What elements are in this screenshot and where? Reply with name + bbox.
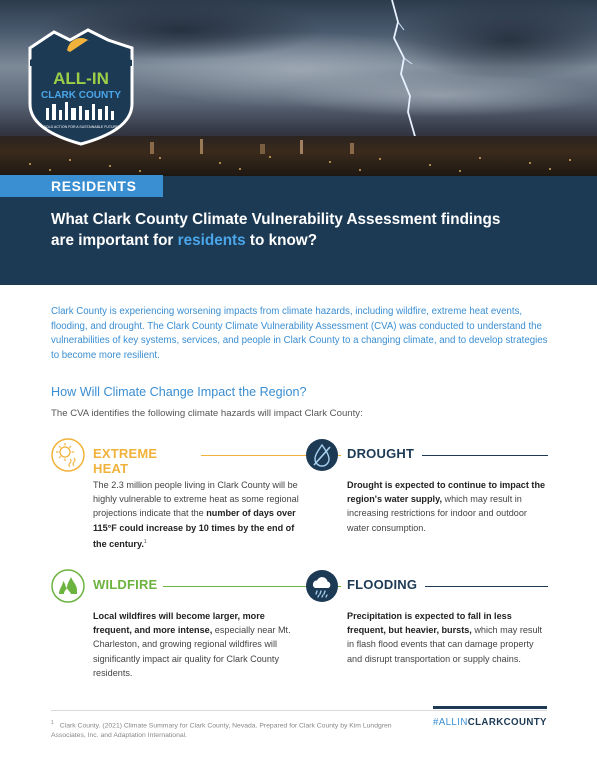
all-in-clark-county-logo: [24, 26, 138, 146]
footnote: $^1$ Clark County. (2021) Climate Summary for Clark County, Nevada. Prepared for Clark County by Kim Lundgren Associates, Inc. and Adaptation International.: [51, 720, 392, 740]
rain-cloud-icon: [305, 569, 339, 603]
hazard-title: FLOODING: [347, 577, 418, 592]
headline-highlight: residents: [177, 232, 246, 249]
page-title: What Clark County Climate Vulnerability Assessment findings are important for residents to know?: [51, 211, 501, 249]
logo-title: ALL-IN: [53, 69, 109, 88]
title-rule: [425, 586, 548, 587]
section-subtitle: The CVA identifies the following climate hazards will impact Clark County:: [51, 408, 363, 419]
section-title: How Will Climate Change Impact the Region?: [51, 385, 307, 399]
hazard-description: Drought is expected to continue to impact the region's water supply, which may result in increasing restrictions for indoor and outdoor water consumption.: [347, 480, 546, 533]
footer-divider: [51, 710, 547, 711]
hazard-description: Precipitation is expected to fall in less frequent, but heavier, bursts, which may result in flash flood events that can damage property and disrupt transportation or supply chains.: [347, 611, 543, 664]
hazard-title: WILDFIRE: [93, 577, 158, 592]
hashtag-bar: [433, 706, 547, 709]
hazard-description: The 2.3 million people living in Clark County will be highly vulnerable to extreme heat as some regional projections indicate that the number of days over 115°F could increase by 10 times by the end of the century.$^1$: [93, 480, 299, 549]
hazard-title: DROUGHT: [347, 446, 415, 461]
intro-paragraph: Clark County is experiencing worsening impacts from climate hazards, including wildfire, extreme heat events, flooding, and drought. The Clark County Climate Vulnerability Assessment (CVA) was conducted to understand the vulnerabilities of key systems, services, and people in Clark County to a changing climate, and to develop strategies to become more resilient.: [51, 306, 548, 361]
logo-subtitle: CLARK COUNTY: [41, 90, 121, 101]
sun-heat-icon: [51, 438, 85, 472]
residents-tag: RESIDENTS: [0, 175, 163, 197]
hazard-description: Local wildfires will become larger, more frequent, and more intense, especially near Mt. Charleston, and growing regional wildfires will significantly impact air quality for Clark County residents.: [93, 611, 291, 678]
logo-tagline: BOLD ACTION FOR A SUSTAINABLE FUTURE: [43, 125, 119, 129]
hashtag: #ALLINCLARKCOUNTY: [433, 717, 547, 728]
fire-icon: [51, 569, 85, 603]
hazard-title: EXTREME HEAT: [93, 446, 158, 476]
water-drop-icon: [305, 438, 339, 472]
title-rule: [422, 455, 548, 456]
hero-image: [0, 0, 597, 176]
